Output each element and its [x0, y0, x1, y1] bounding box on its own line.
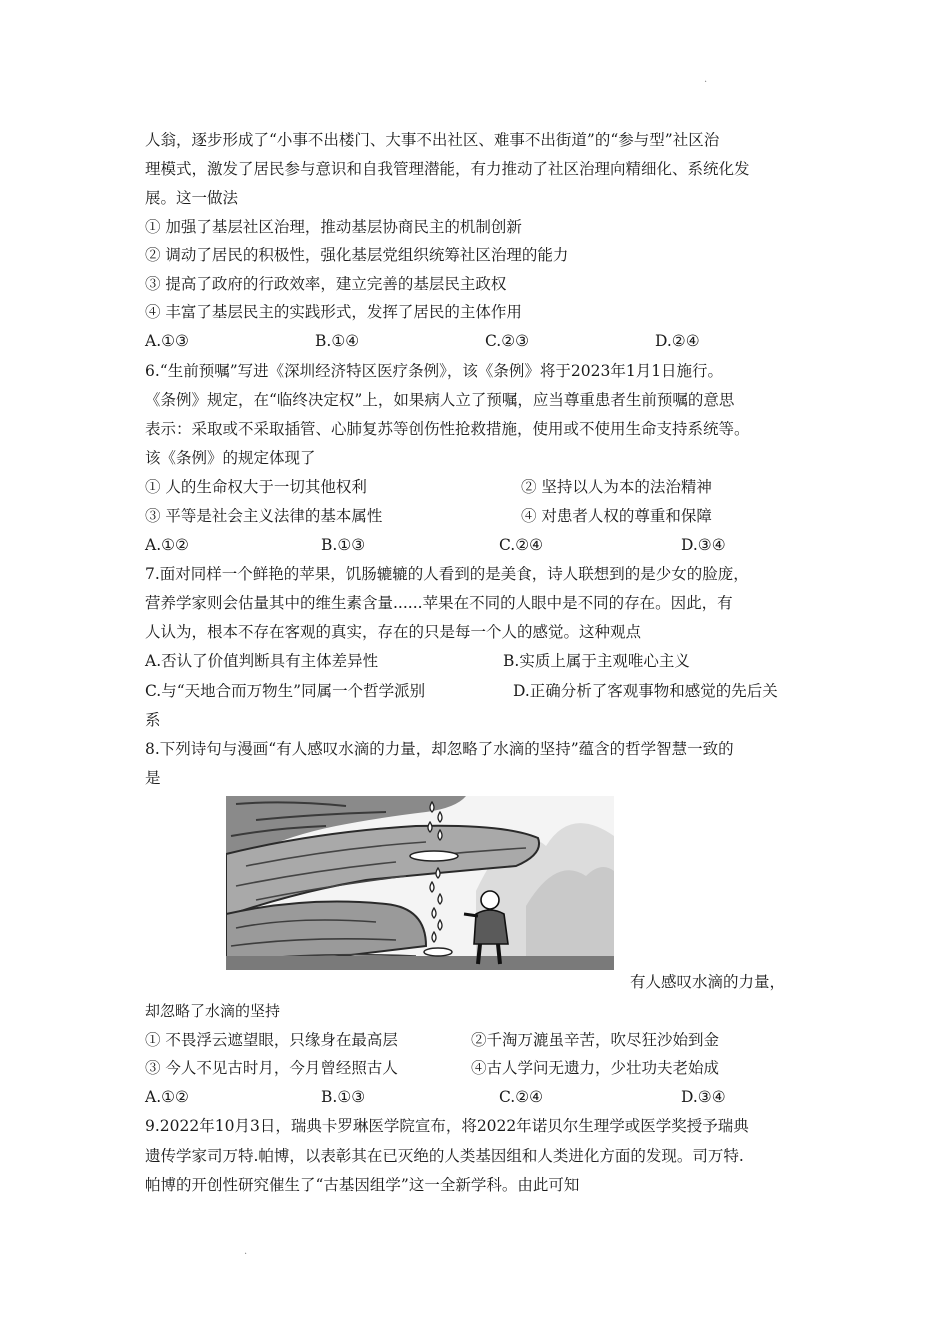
cartoon-caption: 却忽略了水滴的坚持	[145, 1002, 281, 1020]
cartoon-caption: 有人感叹水滴的力量，	[630, 973, 786, 991]
q6-stem-line: 6.“生前预嘱”写进《深圳经济特区医疗条例》，该《条例》将于2023年1月1日施行。	[145, 362, 724, 380]
q6-item: ② 坚持以人为本的法治精神	[521, 478, 712, 496]
q6-options	[145, 535, 825, 555]
q6-items-row	[145, 477, 825, 497]
q7-stem-line: 人认为，根本不存在客观的真实，存在的只是每一个人的感觉。这种观点	[145, 623, 642, 641]
q9-stem-line: 帕博的开创性研究催生了“古基因组学”这一全新学科。由此可知	[145, 1176, 580, 1194]
q6-option-b[interactable]: B.①③	[321, 536, 366, 554]
q7-option-d[interactable]: D.正确分析了客观事物和感觉的先后关	[513, 682, 778, 700]
q8-item: ③ 今人不见古时月，今月曾经照古人	[145, 1059, 398, 1077]
q7-stem-line: 7.面对同样一个鲜艳的苹果，饥肠辘辘的人看到的是美食，诗人联想到的是少女的脸庞，	[145, 565, 749, 583]
q8-item: ④古人学问无遗力，少壮功夫老始成	[471, 1059, 720, 1077]
q6-item: ③ 平等是社会主义法律的基本属性	[145, 507, 383, 525]
q6-item: ④ 对患者人权的尊重和保障	[521, 507, 712, 525]
q6-items-row	[145, 506, 825, 526]
q8-options	[145, 1087, 825, 1107]
q8-items-row	[145, 1058, 825, 1078]
q5-option-c[interactable]: C.②③	[485, 332, 530, 350]
q8-option-c[interactable]: C.②④	[499, 1088, 544, 1106]
q5-item: ③ 提高了政府的行政效率，建立完善的基层民主政权	[145, 275, 507, 293]
q5-item: ② 调动了居民的积极性，强化基层党组织统筹社区治理的能力	[145, 246, 569, 264]
intro-line: 理模式，激发了居民参与意识和自我管理潜能，有力推动了社区治理向精细化、系统化发	[145, 160, 750, 178]
q7-options-row	[145, 651, 825, 671]
q6-option-d[interactable]: D.③④	[681, 536, 726, 554]
intro-line: 人翁，逐步形成了“小事不出楼门、大事不出社区、难事不出街道”的“参与型”社区治	[145, 131, 720, 149]
intro-line: 展。这一做法	[145, 189, 239, 207]
q5-item: ① 加强了基层社区治理，推动基层协商民主的机制创新	[145, 218, 522, 236]
q7-option-c[interactable]: C.与“天地合而万物生”同属一个哲学派别	[145, 682, 426, 700]
q5-item: ④ 丰富了基层民主的实践形式，发挥了居民的主体作用	[145, 303, 522, 321]
q8-items-row	[145, 1030, 825, 1050]
q5-options	[145, 331, 825, 351]
scan-speck: .	[704, 74, 708, 85]
q8-stem-line: 是	[145, 769, 161, 787]
q6-option-a[interactable]: A.①②	[145, 536, 189, 554]
q8-item: ① 不畏浮云遮望眼，只缘身在最高层	[145, 1031, 398, 1049]
q9-stem-line: 9.2022年10月3日，瑞典卡罗琳医学院宣布，将2022年诺贝尔生理学或医学奖授予瑞典	[145, 1117, 749, 1135]
q8-stem-line: 8.下列诗句与漫画“有人感叹水滴的力量，却忽略了水滴的坚持”蕴含的哲学智慧一致的	[145, 740, 734, 758]
q7-option-a[interactable]: A.否认了价值判断具有主体差异性	[145, 652, 379, 670]
q6-stem-line: 《条例》规定，在“临终决定权”上，如果病人立了预嘱，应当尊重患者生前预嘱的意思	[145, 391, 735, 409]
q8-option-b[interactable]: B.①③	[321, 1088, 366, 1106]
q5-option-a[interactable]: A.①③	[145, 332, 189, 350]
q5-option-d[interactable]: D.②④	[655, 332, 700, 350]
q6-item: ① 人的生命权大于一切其他权利	[145, 478, 367, 496]
q6-option-c[interactable]: C.②④	[499, 536, 544, 554]
q7-stem-line: 营养学家则会估量其中的维生素含量......苹果在不同的人眼中是不同的存在。因此，有	[145, 594, 733, 612]
q8-item: ②千淘万漉虽辛苦，吹尽狂沙始到金	[471, 1031, 720, 1049]
q9-stem-line: 遗传学家司万特.帕博，以表彰其在已灭绝的人类基因组和人类进化方面的发现。司万特.	[145, 1147, 744, 1165]
q7-options-row	[145, 681, 825, 701]
water-drop-cartoon	[226, 796, 614, 970]
q6-stem-line: 该《条例》的规定体现了	[145, 449, 316, 467]
scan-speck: .	[244, 1246, 248, 1257]
q5-option-b[interactable]: B.①④	[315, 332, 360, 350]
q7-option-b[interactable]: B.实质上属于主观唯心主义	[503, 652, 690, 670]
q8-option-a[interactable]: A.①②	[145, 1088, 189, 1106]
q6-stem-line: 表示：采取或不采取插管、心肺复苏等创伤性抢救措施，使用或不使用生命支持系统等。	[145, 420, 750, 438]
q7-option-d-wrap: 系	[145, 711, 161, 729]
q8-option-d[interactable]: D.③④	[681, 1088, 726, 1106]
